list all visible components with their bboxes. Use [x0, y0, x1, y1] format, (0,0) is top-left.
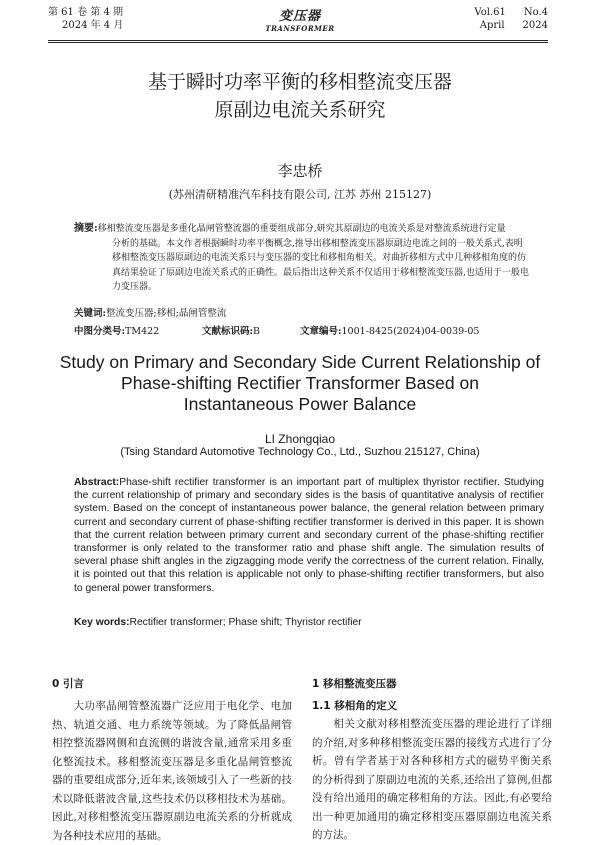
section-0-heading: 0 引言	[52, 678, 84, 690]
section-1-1-body: 相关文献对移相整流变压器的理论进行了详细的介绍,对多种移相整流变压器的接线方式进行了分析。曾有学者基于对各种移相方式的磁势平衡关系的分析得到了原副边电流的关系,还给出了算例,但都没有给出通用的确定移相角的方法。因此,有必要给出一种更加通用的确定移相变压器原副边电流关系的方法。	[312, 718, 552, 841]
clc-value: TM422	[125, 326, 160, 337]
journal-name-en: TRANSFORMER	[265, 24, 335, 33]
paper-title-cn	[0, 68, 600, 124]
keywords-cn-label: 关键词:	[74, 308, 107, 319]
abstract-cn-label: 摘要:	[74, 223, 98, 234]
issue-info-en	[474, 6, 548, 32]
affiliation-cn: (苏州清研精准汽车科技有限公司, 江苏 苏州 215127)	[168, 188, 432, 201]
title-cn-line-2: 原副边电流关系研究	[214, 99, 386, 121]
classification-info	[74, 323, 479, 337]
doc-code-label: 文献标识码:	[202, 326, 254, 337]
volume-cn: 第 61 卷 第 4 期	[48, 7, 123, 18]
section-1-heading: 1 移相整流变压器	[312, 678, 397, 690]
author-en: LI Zhongqiao	[264, 432, 336, 446]
title-en-line-2: Phase-shifting Rectifier Transformer Based on	[121, 373, 479, 393]
title-cn-line-1: 基于瞬时功率平衡的移相整流变压器	[147, 71, 452, 93]
keywords-cn	[74, 305, 554, 319]
header-rule	[48, 40, 548, 41]
header-rule-thin	[48, 42, 548, 43]
keywords-cn-text: 整流变压器;移相;晶闸管整流	[106, 308, 227, 319]
date-cn: 2024 年 4 月	[62, 20, 124, 31]
title-en-line-1: Study on Primary and Secondary Side Current Relationship of	[59, 352, 541, 372]
author-cn: 李忠桥	[277, 162, 323, 180]
month-en: April	[479, 20, 505, 31]
abstract-en-label: Abstract:	[74, 477, 120, 488]
title-en-line-3: Instantaneous Power Balance	[183, 394, 417, 414]
affiliation-en: (Tsing Standard Automotive Technology Co., Ltd., Suzhou 215127, China)	[120, 446, 480, 458]
abstract-cn-line: 力变压器。	[112, 282, 158, 292]
year-en: 2024	[522, 20, 548, 31]
keywords-en	[74, 617, 544, 628]
abstract-cn-line: 移相整流变压器是多重化晶闸管整流器的重要组成部分,研究其原副边的电流关系是对整流系统进行定量	[97, 224, 506, 234]
abstract-cn-line: 真结果验证了原副边电流关系式的正确性。最后指出这种关系不仅适用于移相整流变压器,也适用于一般电	[112, 267, 529, 278]
volume-en: Vol.61	[474, 7, 506, 18]
section-1-1-text	[312, 715, 552, 845]
paper-title-en	[0, 352, 600, 415]
number-en: No.4	[523, 7, 548, 18]
keywords-en-text: Rectifier transformer; Phase shift; Thyristor rectifier	[129, 617, 362, 628]
keywords-en-label: Key words:	[74, 617, 130, 628]
article-no-value: 1001-8425(2024)04-0039-05	[341, 326, 480, 337]
article-no-label: 文章编号:	[300, 326, 342, 337]
abstract-cn-line: 分析的基础。本文作者根据瞬时功率平衡概念,推导出移相整流变压器原副边电流之间的一般关系式,表明	[112, 238, 523, 249]
abstract-cn-line: 移相整流变压器原副边的电流关系只与变压器的变比和移相角相关。对曲折移相方式中几种移相角度的仿	[112, 253, 527, 263]
doc-code-value: B	[253, 326, 260, 337]
section-1-1-heading: 1.1 移相角的定义	[312, 700, 398, 712]
abstract-en	[74, 476, 544, 595]
abstract-en-text: Phase-shift rectifier transformer is an important part of multiplex thyristor rectifier. Studying the current relationship of primary and secondary sides is the basis of quantitative analysis of rectifier system. Based on the concept of instantaneous power balance, the general relation between primary current and secondary current of phase-shifting rectifier transformer is derived in this paper. It is shown that the current relation between primary current and secondary current of the phase-shifting rectifier transformer is only related to the transformer ratio and phase shift angle. The simulation results of several phase shift angles in the zigzagging mode verify the correctness of the current relation. Finally, it is pointed out that this relation is applicable not only to phase-shifting rectifier transformers, but also to general power transformers.	[74, 477, 544, 594]
section-0-text	[52, 697, 292, 845]
section-0-body: 大功率晶闸管整流器广泛应用于电化学、电加热、轨道交通、电力系统等领域。为了降低晶闸管相控整流器网侧和直流侧的谐波含量,通常采用多重化整流技术。移相整流变压器是多重化晶闸管整流器的重要组成部分,近年来,该领域引入了一些新的技术以降低谐波含量,这些技术仍以移相技术为基础。因此,对移相整流变压器原副边电流关系的分析就成为各种技术应用的基础。	[52, 700, 292, 842]
journal-logo: 变压器	[278, 9, 321, 24]
abstract-cn	[74, 222, 554, 295]
clc-label: 中图分类号:	[74, 326, 126, 337]
